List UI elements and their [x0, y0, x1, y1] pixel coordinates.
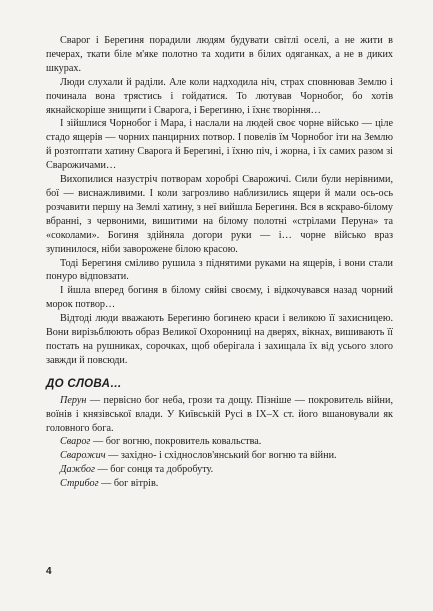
- glossary-definition: — бог вогню, покровитель ковальства.: [90, 436, 262, 448]
- glossary-term: Сварог: [60, 436, 91, 448]
- story-paragraph-6: І йшла вперед богиня в білому сяйві своєму, і відкочувався назад чорний морок потвор…: [46, 285, 393, 311]
- story-paragraph-4: Вихопилися назустріч потворам хоробрі Сварожичі. Сили були нерівними, бої — виснажливими. І коли загрозливо наблизились ящери й мали ось-ось розчавити першу на Землі хатину, з неї вийшла Берегиня. Вся в яскраво-білому вбранні, з червоними, вишитими на білому полотні «стрілами Перуна» та «соколами». Богиня здійняла догори руки — і… чорне військо враз зупинилося, ніби заворожене білою красою.: [46, 174, 393, 255]
- glossary-entry-stryboh: [46, 477, 393, 491]
- glossary-entry-dazhboh: [46, 463, 393, 477]
- glossary-definition: — бог вітрів.: [98, 478, 159, 490]
- glossary-title: ДО СЛОВА…: [46, 377, 122, 390]
- glossary-term: Стрибог: [60, 478, 99, 490]
- glossary-term: Сварожич: [60, 450, 106, 462]
- story-paragraph-1: Сварог і Берегиня порадили людям будувати світлі оселі, а не жити в печерах, ткати біле м'яке полотно та ходити в білих одяганках, а не в диких шкурах.: [46, 35, 393, 74]
- story-paragraph-2: Люди слухали й раділи. Але коли надходила ніч, страх сповнював Землю і починала вона трястись і гойдатися. То лютував Чорнобог, бо хотів якнайскоріше знищити і Сварога, і Берегиню, і їхнє творіння…: [46, 76, 393, 116]
- page-number: 4: [46, 566, 52, 577]
- glossary-entry-svarozhych: [46, 449, 393, 463]
- glossary-term: Дажбог: [60, 464, 95, 476]
- glossary-entry-svarog: [46, 435, 393, 449]
- glossary-term: Перун: [60, 394, 87, 406]
- story-paragraph-7: Відтоді люди вважають Берегиню богинею краси і великою її захисницею. Вони вирізьблюють образ Великої Охоронниці на дверях, вікнах, вишивають її постать на рушниках, сорочках, щоб оберігала і захищала їх від усього злого завжди й повсюди.: [46, 313, 393, 366]
- glossary-entry-perun: [46, 394, 393, 436]
- glossary-definition: — первісно бог неба, грози та дощу. Пізніше — покровитель війни, воїнів і князівської влади. У Київській Русі в IX–X ст. його вшановували як головного бога.: [46, 394, 393, 434]
- glossary-definition: — бог сонця та добробуту.: [94, 464, 214, 476]
- glossary-definition: — західно- і східнослов'янський бог вогню та війни.: [105, 450, 337, 462]
- story-paragraph-3: І зійшлися Чорнобог і Мара, і наслали на людей своє чорне військо — ціле стадо ящерів — чорних панцирних потвор. І повелів їм Чорнобог іти на Землю й розтоптати хатину Сварога й Берегині, і їхню піч, і жорна, і їх самих разом зі Сварожичами…: [46, 118, 393, 172]
- story-paragraph-5: Тоді Берегиня сміливо рушила з піднятими руками на ящерів, і вони стали понуро відповзати.: [46, 257, 393, 283]
